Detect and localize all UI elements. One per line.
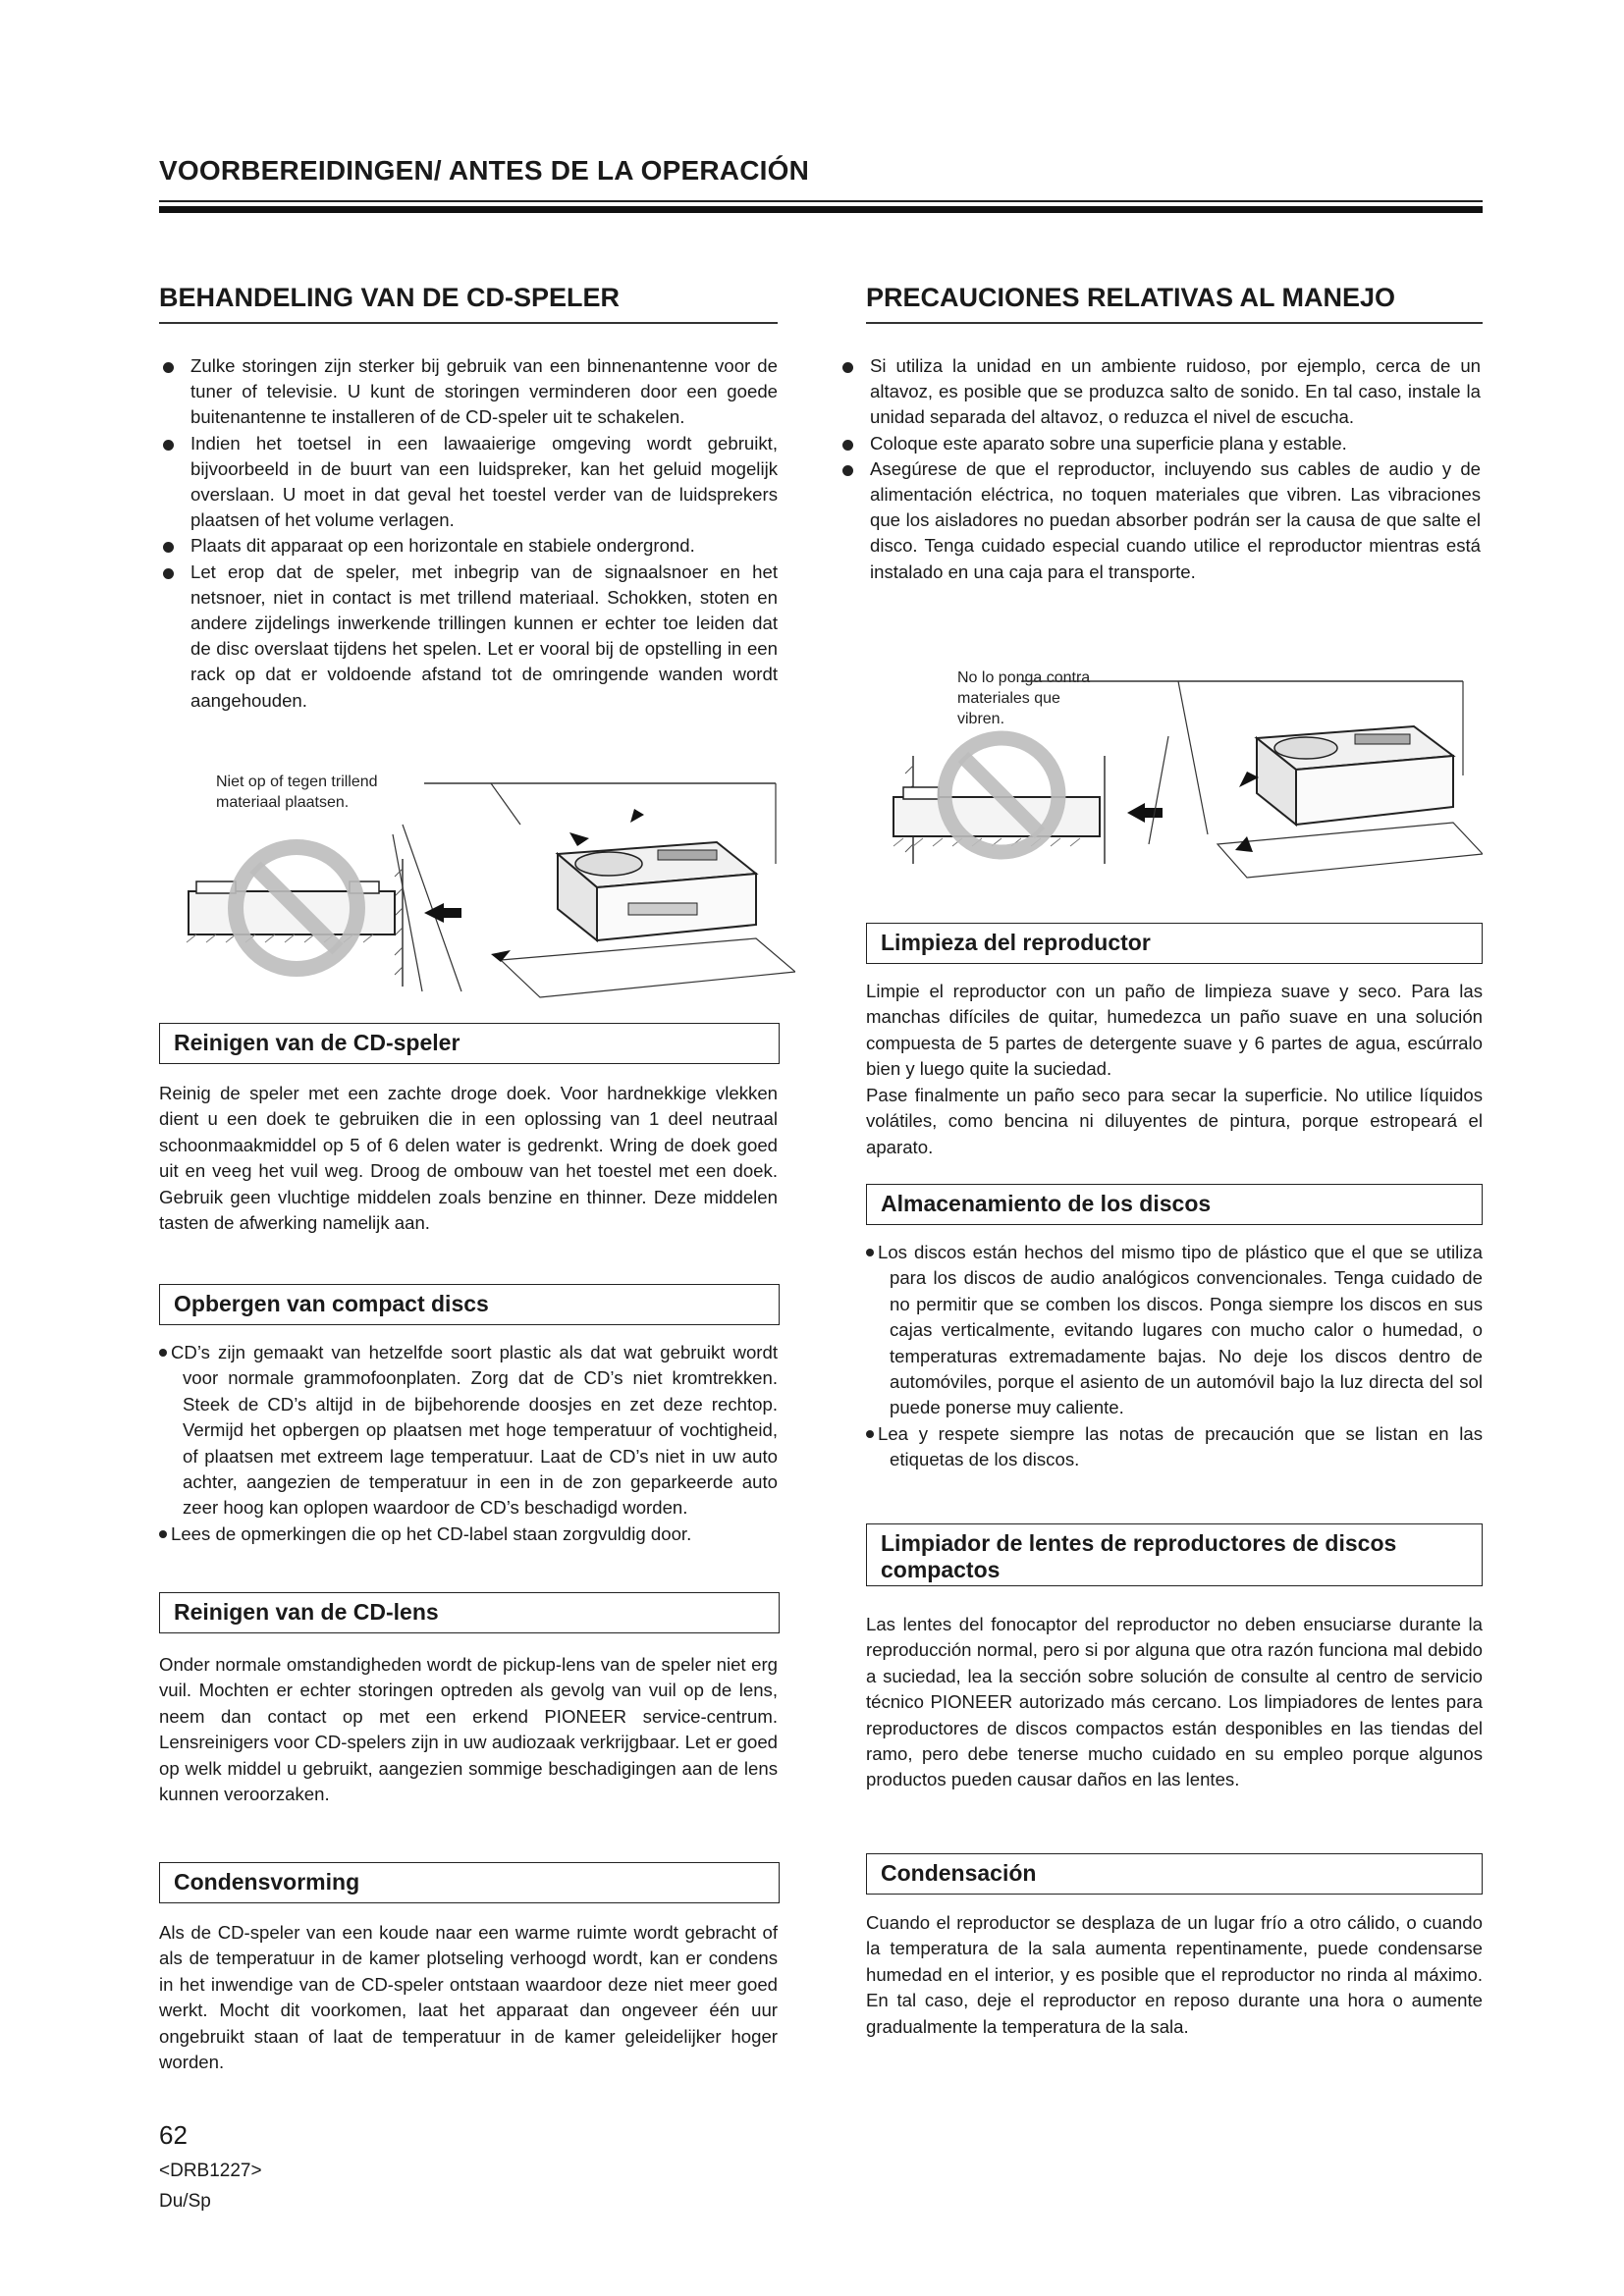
right-section-title: PRECAUCIONES RELATIVAS AL MANEJO: [866, 283, 1396, 312]
right-storage-box-title: Almacenamiento de los discos: [866, 1184, 1483, 1225]
left-storage-box-title: Opbergen van compact discs: [159, 1284, 780, 1325]
language-code: Du/Sp: [159, 2191, 211, 2212]
right-section-rule: [866, 322, 1483, 324]
header-rule-thick: [159, 206, 1483, 213]
right-condensation-box-title: Condensación: [866, 1853, 1483, 1895]
list-item-text: Los discos están hechos del mismo tipo de plástico que el que se utiliza para los discos de audio analógicos convencionales. Tenga cuidado de no permitir que se comben los discos. Ponga siempre los discos en sus cajas verticalmente, evitando lugares con mucho calor o humedad, o temperaturas extremadamente bajas. No deje los discos dentro de automóviles, porque el asiento de un automóvil bajo la luz directa del sol puede ponerse muy caliente.: [878, 1242, 1483, 1418]
left-section-title: BEHANDELING VAN DE CD-SPELER: [159, 283, 621, 312]
left-cleaning-text: Reinig de speler met een zachte droge doek. Voor hardnekkige vlekken dient u een doek te gebruiken die in een oplossing van 1 deel neutraal schoonmaakmiddel op 5 of 6 delen water is gedrenkt. Wring de doek goed uit en veeg het vuil weg. Droog de ombouw van het toestel met een doek. Gebruik geen vluchtige middelen zoals benzine en thinner. Deze middelen tasten de afwerking namelijk aan.: [159, 1083, 778, 1234]
left-vibration-illustration: [167, 766, 795, 1001]
list-item: [866, 1240, 1483, 1421]
list-item: Coloque este aparato sobre una superficie plana y estable.: [839, 431, 1481, 456]
left-section-rule: [159, 322, 778, 324]
right-lens-box-title: Limpiador de lentes de reproductores de discos compactos: [866, 1523, 1483, 1586]
right-cleaning-text-1: Limpie el reproductor con un paño de limpieza suave y seco. Para las manchas difíciles de quitar, humedezca un paño suave en una solución compuesta de 5 partes de detergente suave y 6 partes de agua, escúrralo bien y luego quite la suciedad.: [866, 981, 1483, 1080]
caption-line: Niet op of tegen trillend: [216, 774, 378, 790]
right-cleaning-text-2: Pase finalmente un paño seco para secar la superficie. No utilice líquidos volátiles, como bencina ni diluyentes de pintura, porque estropeará el aparato.: [866, 1085, 1483, 1157]
right-cleaning-box-title: Limpieza del reproductor: [866, 923, 1483, 964]
bullet-dot: [159, 1349, 167, 1357]
right-bullet-list: [839, 353, 1481, 585]
bullet-dot: [159, 1530, 167, 1538]
list-item: [159, 1340, 778, 1522]
bullet-dot: [866, 1430, 874, 1438]
caption-line: materiales que: [957, 690, 1060, 707]
bullet-dot: [866, 1249, 874, 1256]
list-item: Si utiliza la unidad en un ambiente ruidoso, por ejemplo, cerca de un altavoz, es posible que se produzca salto de sonido. En tal caso, instale la unidad separada del altavoz, o reduzca el nivel de escucha.: [839, 353, 1481, 431]
left-storage-list: [159, 1340, 778, 1547]
list-item: Plaats dit apparaat op een horizontale en stabiele ondergrond.: [159, 533, 778, 559]
list-item: Let erop dat de speler, met inbegrip van de signaalsnoer en het netsnoer, niet in contact is met trillend materiaal. Schokken, stoten en andere zijdelings inwerkende trillingen kunnen er echter toe leiden dat de disc overslaat tijdens het spelen. Let er vooral bij de opstelling in een rack op dat er voldoende afstand tot de omringende wanden wordt aangehouden.: [159, 560, 778, 714]
list-item: Zulke storingen zijn sterker bij gebruik van een binnenantenne voor de tuner of televisie. U kunt de storingen verminderen door een goede buitenantenne te installeren of de CD-speler uit te schakelen.: [159, 353, 778, 431]
page-number: 62: [159, 2120, 188, 2150]
right-vibration-illustration: [874, 667, 1483, 903]
left-condensation-box-title: Condensvorming: [159, 1862, 780, 1903]
list-item-text: Lees de opmerkingen die op het CD-label staan zorgvuldig door.: [171, 1522, 692, 1544]
list-item: Asegúrese de que el reproductor, incluyendo sus cables de audio y de alimentación eléctrica, no toquen materiales que vibren. Las vibraciones que los aisladores no puedan absorber podrán ser la causa de que salte el disco. Tenga cuidado especial cuando utilice el reproductor mientras está instalado en una caja para el transporte.: [839, 456, 1481, 585]
document-code: <DRB1227>: [159, 2161, 262, 2181]
left-bullet-list: [159, 353, 778, 714]
left-lens-box-title: Reinigen van de CD-lens: [159, 1592, 780, 1633]
left-cleaning-box-title: Reinigen van de CD-speler: [159, 1023, 780, 1064]
page-header-title: VOORBEREIDINGEN/ ANTES DE LA OPERACIÓN: [159, 155, 810, 186]
right-storage-list: [866, 1240, 1483, 1473]
header-rule-thin: [159, 200, 1483, 202]
left-condensation-text: Als de CD-speler van een koude naar een warme ruimte wordt gebracht of als de temperatuur in de kamer plotseling verhoogd wordt, kan er condens in het inwendige van de CD-speler ontstaan waardoor deze niet meer goed werkt. Mocht dit voorkomen, laat het apparaat dan ongeveer één uur ongebruikt staan of laat de temperatuur in de kamer geleidelijker hoger worden.: [159, 1922, 778, 2073]
list-item-text: CD’s zijn gemaakt van hetzelfde soort plastic als dat wat gebruikt wordt voor normale grammofoonplaten. Zorg dat de CD’s niet kromtrekken. Steek de CD’s altijd in de bijbehorende doosjes en zet deze rechtop. Vermijd het opbergen op plaatsen met hoge temperatuur of vochtigheid, of plaatsen met extreem lage temperatuur. Laat de CD’s niet in uw auto achter, aangezien de temperatuur in een in de zon geparkeerde auto zeer hoog kan oplopen waardoor de CD’s beschadigd worden.: [171, 1342, 778, 1519]
list-item-text: Lea y respete siempre las notas de precaución que se listan en las etiquetas de los discos.: [878, 1422, 1483, 1470]
right-lens-text: Las lentes del fonocaptor del reproductor no deben ensuciarse durante la reproducción normal, pero si por alguna que otra razón funciona mal debido a suciedad, lea la sección sobre solución de consulte al centro de servicio técnico PIONEER autorizado más cercano. Los limpiadores de lentes para reproductores de discos compactos están desponibles en las tiendas del ramo, pero debe tenerse mucho cuidado en su empleo porque algunos productos pueden causar daños en las lentes.: [866, 1614, 1483, 1790]
caption-line: No lo ponga contra: [957, 669, 1091, 686]
list-item: [159, 1522, 778, 1547]
caption-line: materiaal plaatsen.: [216, 794, 350, 811]
left-lens-text: Onder normale omstandigheden wordt de pickup-lens van de speler niet erg vuil. Mochten er echter storingen optreden als gevolg van vuil op de lens, neem dan contact op met een erkend PIONEER service-centrum. Lensreinigers voor CD-spelers zijn in uw audiozaak verkrijgbaar. Let er goed op welk middel u gebruikt, aangezien sommige beschadigingen aan de lens kunnen veroorzaken.: [159, 1654, 778, 1805]
right-condensation-text: Cuando el reproductor se desplaza de un lugar frío a otro cálido, o cuando la temperatura de la sala aumenta repentinamente, puede condensarse humedad en el interior, y es posible que el reproductor no rinda al máximo. En tal caso, deje el reproductor en reposo durante una hora o aumente gradualmente la temperatura de la sala.: [866, 1912, 1483, 2037]
list-item: Indien het toetsel in een lawaaierige omgeving wordt gebruikt, bijvoorbeeld in de buurt van een luidspreker, kan het geluid mogelijk overslaan. U moet in dat geval het toestel verder van de luidsprekers plaatsen of het volume verlagen.: [159, 431, 778, 534]
list-item: [866, 1421, 1483, 1473]
caption-line: vibren.: [957, 711, 1005, 727]
